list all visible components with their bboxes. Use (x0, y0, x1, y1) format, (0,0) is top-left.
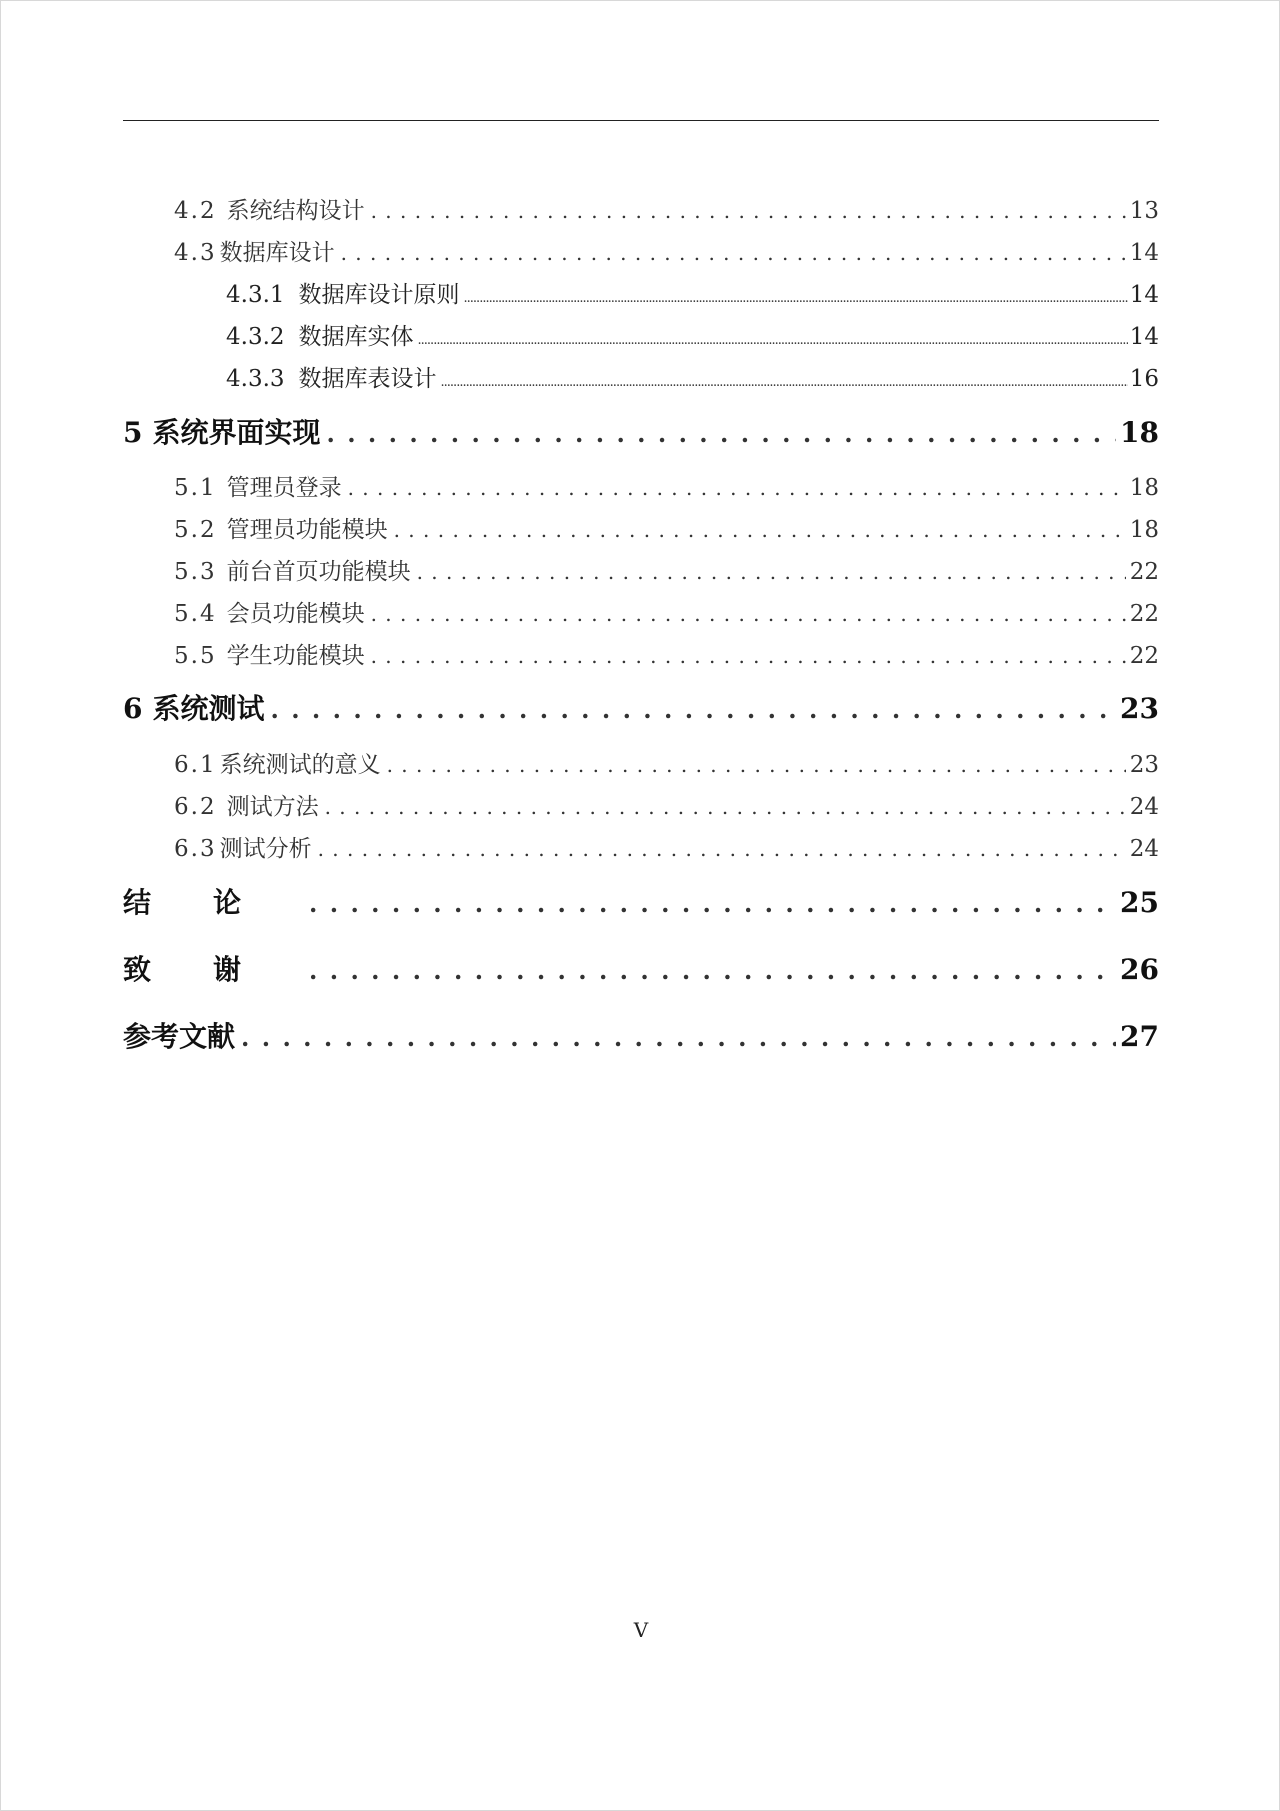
page-number-footer: V (633, 1618, 649, 1642)
dot-leader (418, 333, 1128, 348)
toc-chapter-page: 23 (1120, 692, 1159, 725)
toc-entry[interactable] (174, 637, 1159, 670)
dot-leader (387, 753, 1126, 777)
toc-entry-page: 14 (1129, 240, 1159, 266)
toc-entry-number: 6.2 (174, 794, 217, 820)
toc-entry-number: 5.4 (174, 601, 217, 627)
toc-chapter-title: 结论 (123, 886, 304, 919)
toc-entry-title: 数据库表设计 (298, 366, 437, 392)
toc-entry[interactable] (226, 276, 1159, 309)
toc-entry-number: 6.3 (174, 836, 217, 862)
toc-entry-title: 学生功能模块 (226, 643, 365, 669)
toc-chapter-title: 系统界面实现 (152, 416, 321, 449)
toc-chapter[interactable] (123, 881, 1159, 921)
dot-leader (327, 419, 1117, 448)
toc-entry-page: 22 (1129, 643, 1159, 669)
dot-leader (318, 837, 1126, 861)
dot-leader (464, 291, 1128, 306)
toc-chapter[interactable] (123, 687, 1159, 727)
toc-chapter-page: 25 (1120, 886, 1159, 919)
toc-entry-page: 16 (1129, 366, 1159, 392)
toc-entry-page: 22 (1129, 559, 1159, 585)
dot-leader (371, 602, 1126, 626)
toc-entry-page: 23 (1129, 752, 1159, 778)
toc-entry-number: 5.1 (174, 475, 217, 501)
toc-chapter[interactable] (123, 411, 1159, 451)
toc-entry-number: 4.2 (174, 198, 217, 224)
toc-entry-page: 24 (1129, 794, 1159, 820)
toc-entry-title: 系统结构设计 (226, 198, 365, 224)
dot-leader (309, 956, 1116, 985)
toc-entry[interactable] (174, 595, 1159, 628)
toc-entry[interactable] (226, 360, 1159, 393)
toc-chapter-number: 6 (123, 692, 143, 725)
toc-entry-page: 18 (1129, 475, 1159, 501)
toc-entry-number: 5.5 (174, 643, 217, 669)
toc-chapter-title: 致谢 (123, 953, 304, 986)
toc-entry-page: 18 (1129, 517, 1159, 543)
toc-chapter-page: 27 (1120, 1020, 1159, 1053)
dot-leader (371, 199, 1126, 223)
toc-entry-title: 前台首页功能模块 (226, 559, 411, 585)
toc-entry-number: 4.3.1 (226, 282, 285, 308)
toc-entry-title: 管理员登录 (226, 475, 342, 501)
toc-entry-page: 13 (1129, 198, 1159, 224)
toc-entry[interactable] (226, 318, 1159, 351)
toc-entry-number: 4.3.3 (226, 366, 285, 392)
toc-chapter-number: 5 (123, 416, 143, 449)
toc-entry-title: 数据库设计 (219, 240, 335, 266)
header-rule (123, 120, 1159, 121)
toc-entry-title: 系统测试的意义 (219, 752, 381, 778)
toc-entry-number: 4.3 (174, 240, 217, 266)
dot-leader (241, 1023, 1116, 1052)
toc-entry[interactable] (174, 469, 1159, 502)
toc-entry[interactable] (174, 788, 1159, 821)
toc-entry-page: 22 (1129, 601, 1159, 627)
toc-entry-title: 数据库设计原则 (298, 282, 460, 308)
toc-entry[interactable] (174, 746, 1159, 779)
toc-entry-page: 14 (1129, 324, 1159, 350)
toc-entry[interactable] (174, 192, 1159, 225)
toc-chapter-page: 18 (1120, 416, 1159, 449)
toc-entry[interactable] (174, 511, 1159, 544)
dot-leader (271, 695, 1117, 724)
toc-entry-number: 5.3 (174, 559, 217, 585)
dot-leader (417, 560, 1126, 584)
toc-entry[interactable] (174, 553, 1159, 586)
dot-leader (371, 644, 1126, 668)
toc-chapter[interactable] (123, 1015, 1159, 1055)
dot-leader (309, 889, 1116, 918)
toc-chapter[interactable] (123, 948, 1159, 988)
toc-chapter-title: 系统测试 (152, 692, 265, 725)
toc-entry-page: 14 (1129, 282, 1159, 308)
toc-entry-title: 测试分析 (219, 836, 312, 862)
dot-leader (394, 518, 1126, 542)
toc-chapter-title: 参考文献 (123, 1020, 236, 1053)
toc-chapter-page: 26 (1120, 953, 1159, 986)
dot-leader (341, 241, 1126, 265)
toc-entry-title: 测试方法 (226, 794, 319, 820)
toc-entry-number: 6.1 (174, 752, 217, 778)
dot-leader (348, 476, 1126, 500)
dot-leader (441, 375, 1128, 390)
toc-entry-number: 5.2 (174, 517, 217, 543)
toc-entry-title: 管理员功能模块 (226, 517, 388, 543)
dot-leader (325, 795, 1126, 819)
toc-entry[interactable] (174, 830, 1159, 863)
toc-entry-page: 24 (1129, 836, 1159, 862)
toc-entry-title: 会员功能模块 (226, 601, 365, 627)
toc-entry[interactable] (174, 234, 1159, 267)
toc-entry-number: 4.3.2 (226, 324, 285, 350)
toc-entry-title: 数据库实体 (298, 324, 414, 350)
